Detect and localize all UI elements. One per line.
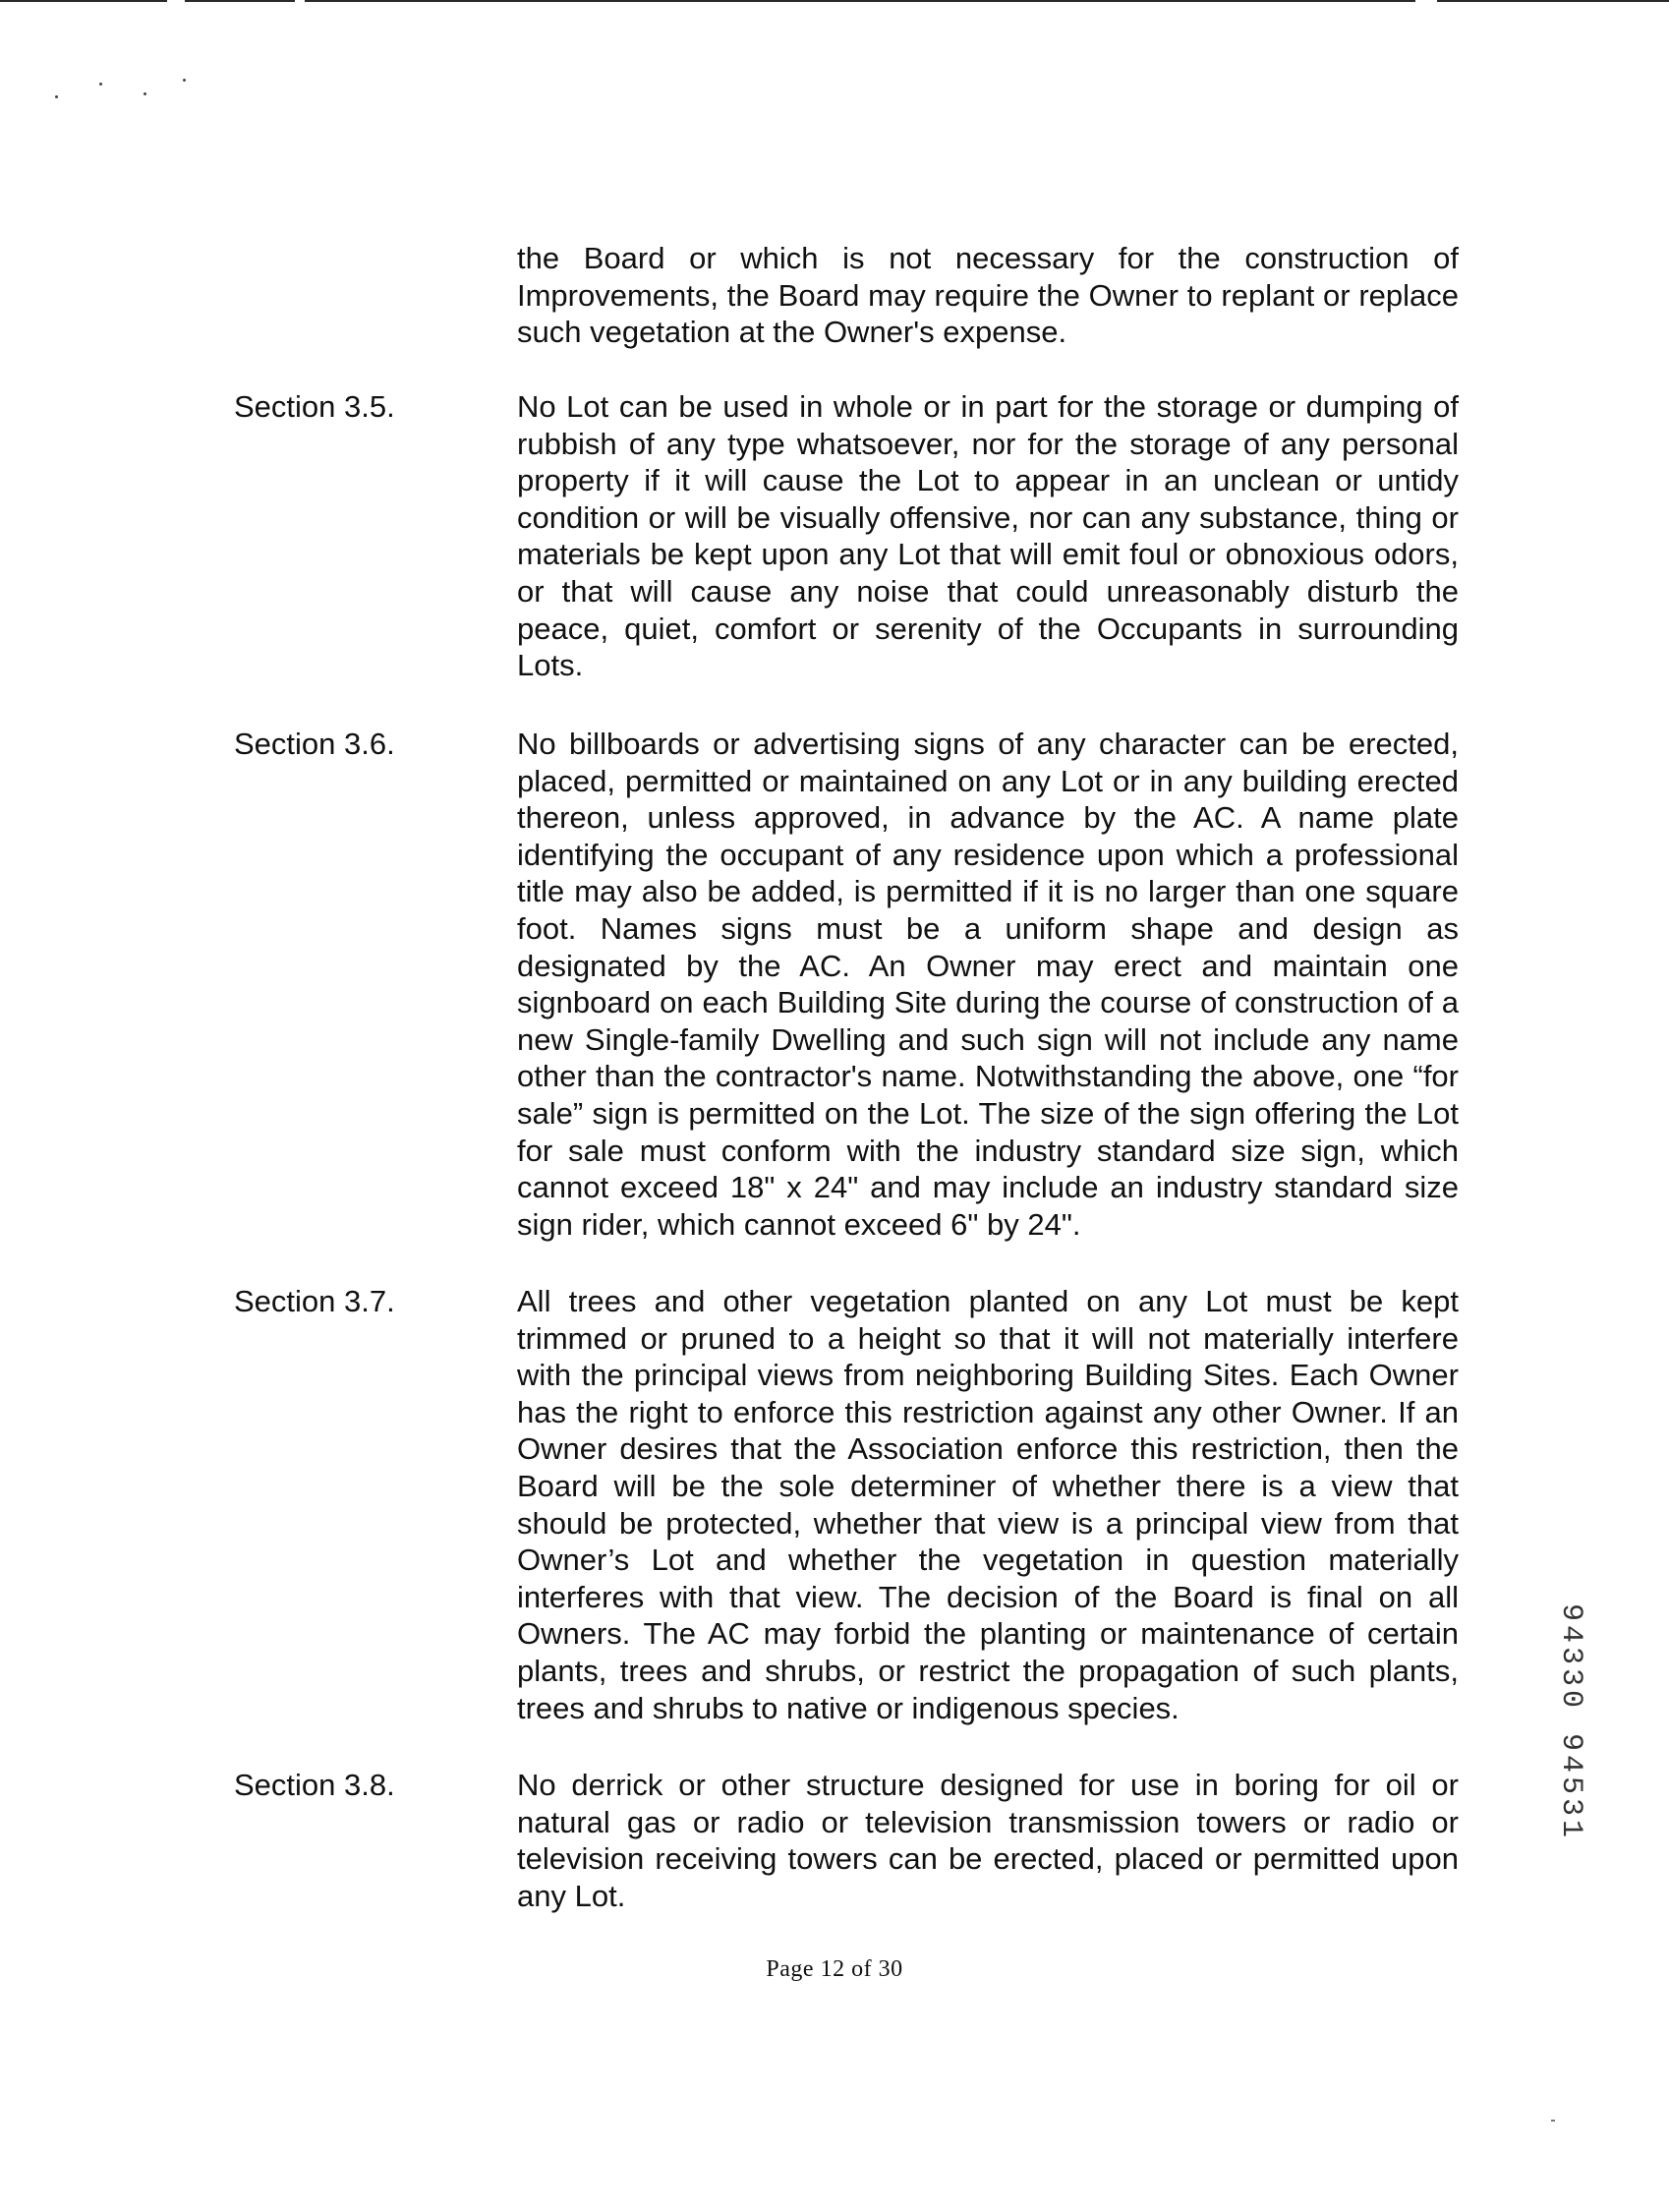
page-number: Page 12 of 30 (766, 1956, 903, 1982)
scan-speck (99, 83, 102, 86)
section-label: Section 3.6. (234, 727, 395, 761)
section-paragraph: No derrick or other structure designed for use in boring for oil or natural gas or radio or television transmission towers or radio or television receiving towers can be erected, placed or permitted upon any Lot. (517, 1768, 1459, 1913)
top-rule-gap (167, 0, 185, 3)
section-paragraph: No billboards or advertising signs of any character can be erected, placed, permitted or maintained on any Lot or in any building erected thereon, unless approved, in advance by the AC. A name plate identifying the occupant of any residence upon which a professional title may also be added, is permitted if it is no larger than one square foot. Names signs must be a uniform shape and design as designated by the AC. An Owner may erect and maintain one signboard on each Building Site during the course of construction of a new Single-family Dwelling and such sign will not include any name other than the contractor's name. Notwithstanding the above, one “for sale” sign is permitted on the Lot. The size of the sign offering the Lot for sale must conform with the industry standard size sign, which cannot exceed 18" x 24" and may include an industry standard size sign rider, which cannot exceed 6" by 24". (517, 727, 1459, 1242)
top-rule-gap (1415, 0, 1437, 3)
continuation-paragraph: the Board or which is not necessary for the construction of Improvements, the Board may require the Owner to replant or replace such vegetation at the Owner's expense. (517, 241, 1459, 350)
section-paragraph: All trees and other vegetation planted on any Lot must be kept trimmed or pruned to a height so that it will not materially interfere with the principal views from neighboring Building Sites. Each Owner has the right to enforce this restriction against any other Owner. If an Owner desires that the Association enforce this restriction, then the Board will be the sole determiner of whether there is a view that should be protected, whether that view is a principal view from that Owner’s Lot and whether the vegetation in question materially interferes with that view. The decision of the Board is final on all Owners. The AC may forbid the planting or maintenance of certain plants, trees and shrubs, or restrict the propagation of such plants, trees and shrubs to native or indigenous species. (517, 1284, 1459, 1725)
scan-speck (144, 92, 146, 95)
scan-speck (1551, 2120, 1555, 2122)
section-paragraph: No Lot can be used in whole or in part for the storage or dumping of rubbish of any type whatsoever, nor for the storage of any personal property if it will cause the Lot to appear in an unclean or untidy condition or will be visually offensive, nor can any substance, thing or materials be kept upon any Lot that will emit foul or obnoxious odors, or that will cause any noise that could unreasonably disturb the peace, quiet, comfort or serenity of the Occupants in surrounding Lots. (517, 389, 1459, 683)
scan-speck (183, 79, 186, 82)
section-label: Section 3.8. (234, 1768, 395, 1802)
top-rule-gap (295, 0, 305, 3)
recording-stamp-text: 94330 94531 (1554, 1602, 1587, 1842)
scan-speck (55, 95, 58, 98)
recording-stamp (1541, 1585, 1600, 1860)
section-label: Section 3.7. (234, 1284, 395, 1318)
section-label: Section 3.5. (234, 389, 395, 424)
